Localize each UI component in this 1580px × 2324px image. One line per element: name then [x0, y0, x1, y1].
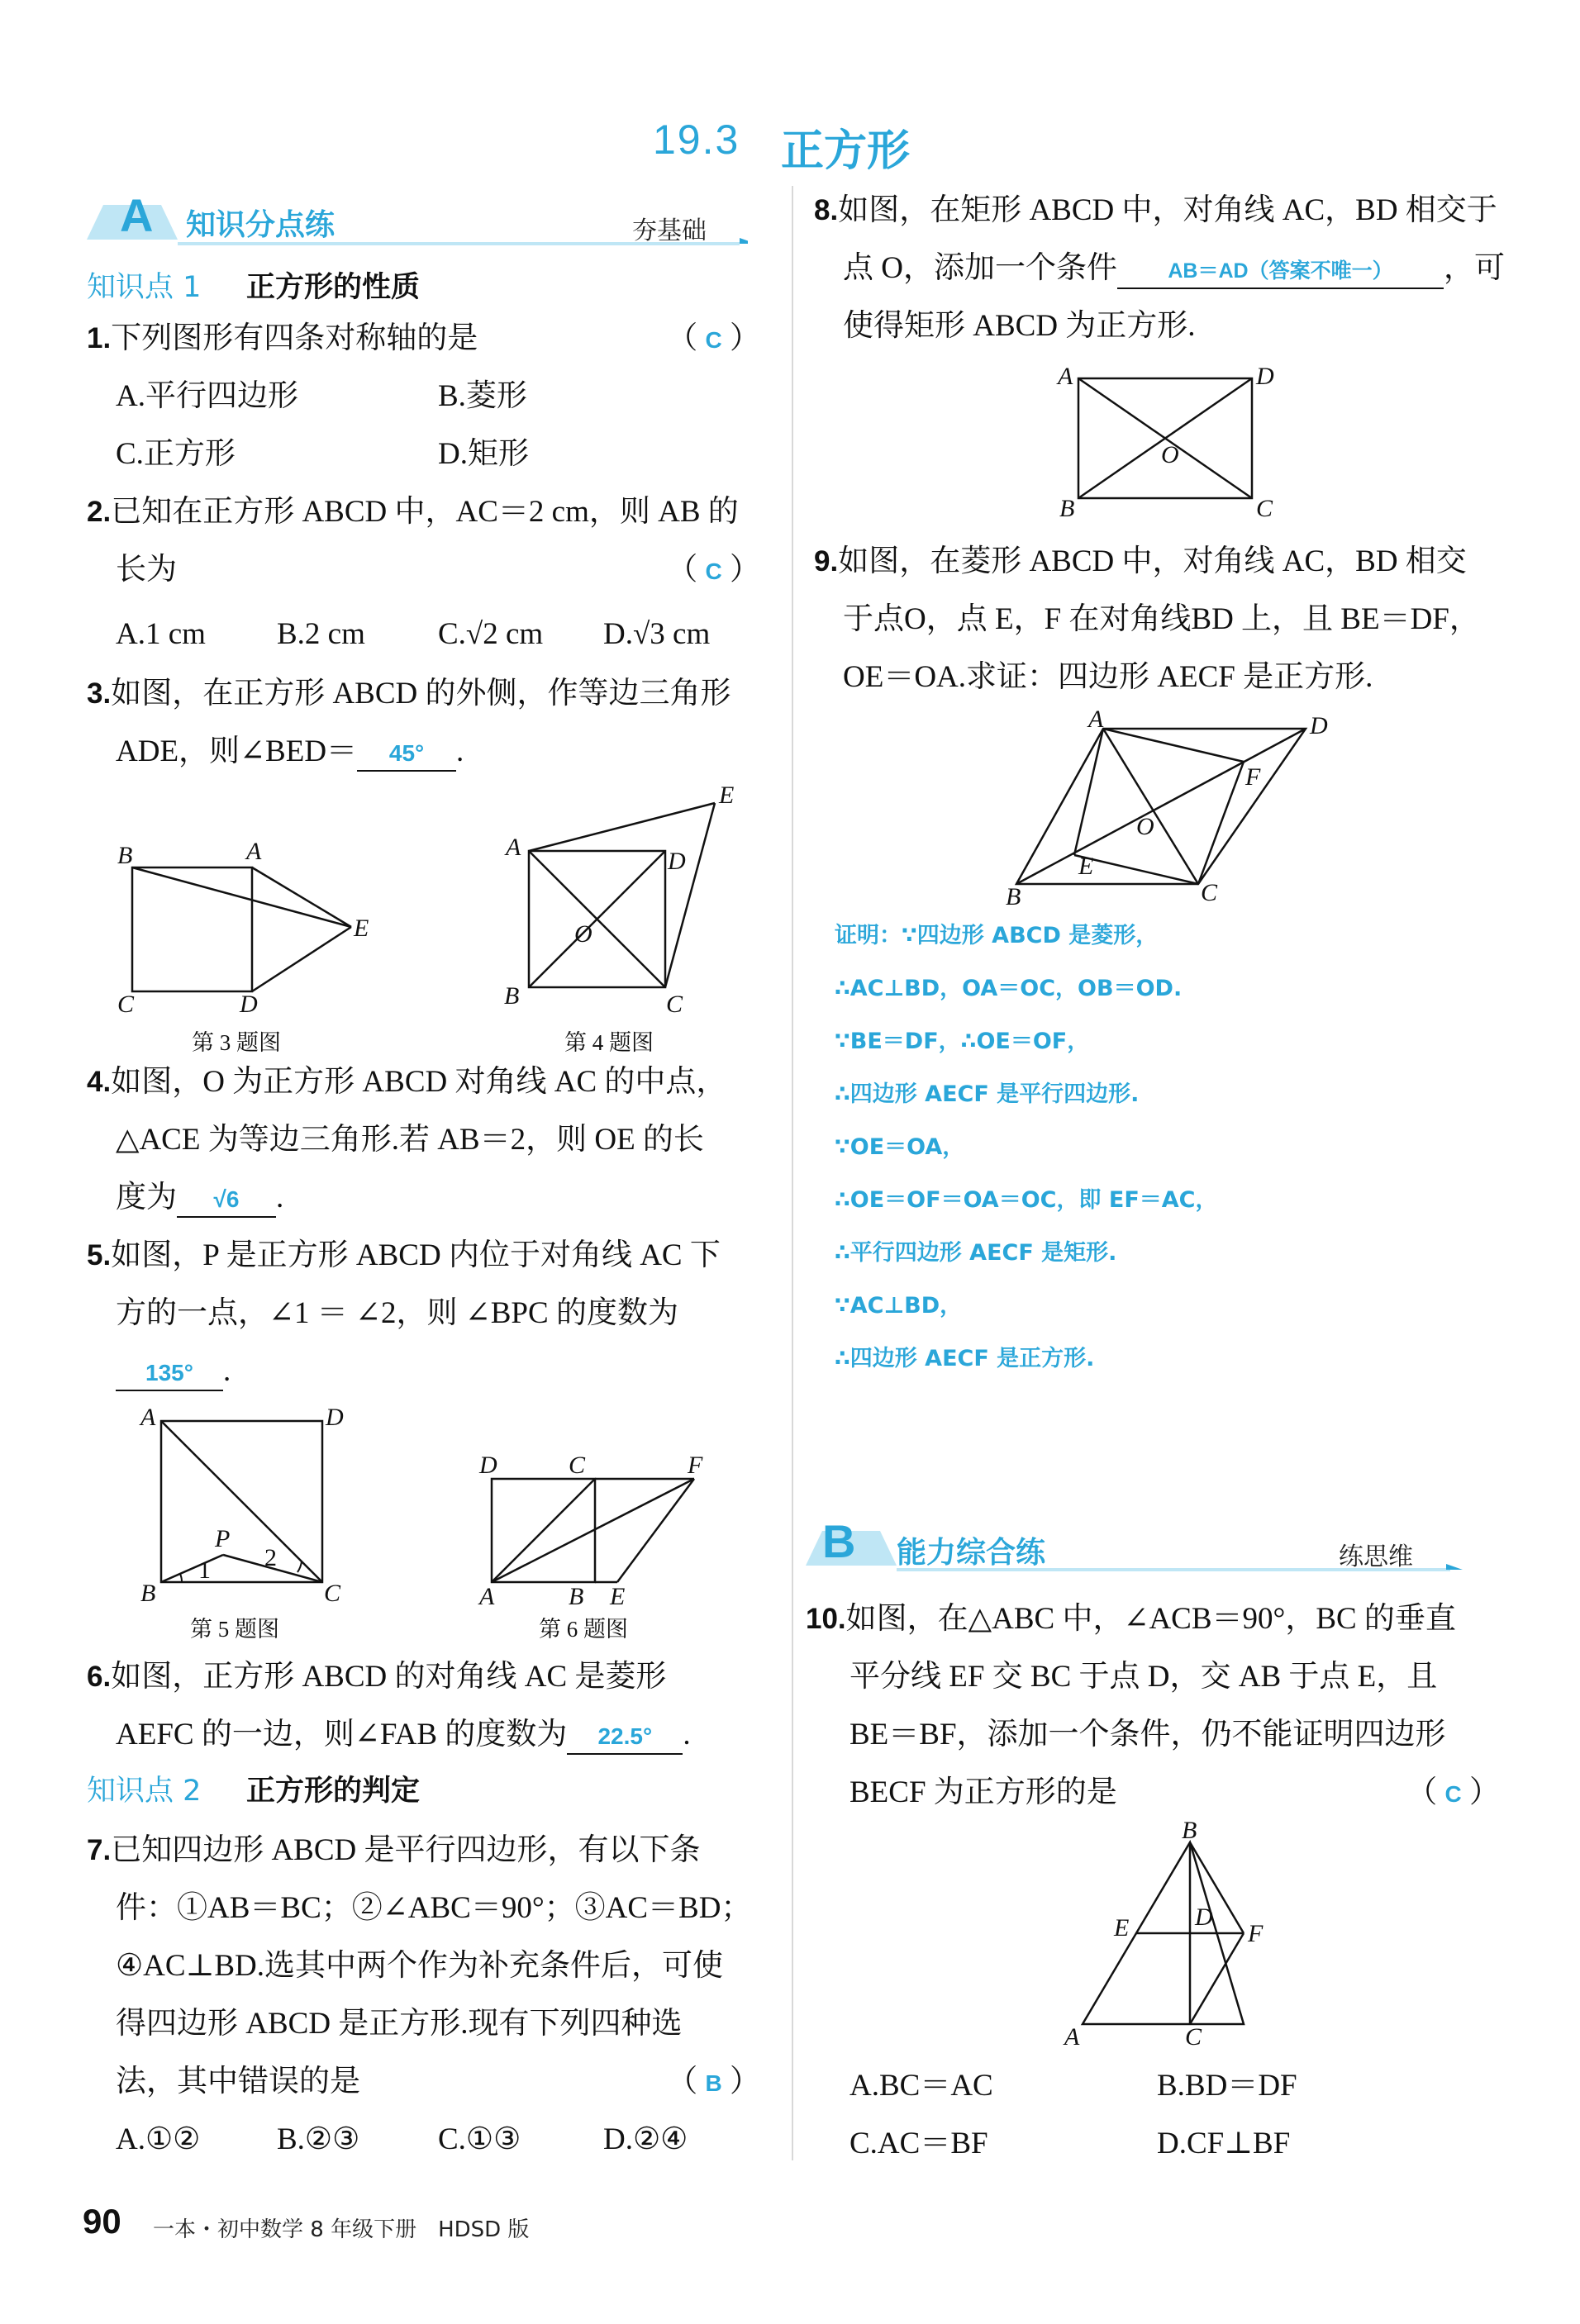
punct: . [223, 1354, 231, 1388]
svg-text:B: B [504, 982, 520, 1010]
q1-option-c: C.正方形 [116, 437, 236, 471]
figure-3-caption: 第 3 题图 [192, 1030, 281, 1055]
section-b-label: 能力综合练 [897, 1536, 1046, 1570]
svg-text:F: F [1248, 1920, 1264, 1947]
figure-6-diagram [471, 1446, 727, 1611]
question-7-line3: ④AC⊥BD.选其中两个作为补充条件后，可使 [116, 1949, 724, 1983]
question-text: 如图，正方形 ABCD 的对角线 AC 是菱形 [111, 1660, 667, 1694]
question-7 [87, 1822, 760, 1880]
question-number: 6. [87, 1661, 112, 1693]
page-number: 90 [83, 2202, 121, 2241]
question-9 [814, 533, 1500, 591]
section-b-letter: B [822, 1515, 856, 1567]
svg-text:A: A [140, 1404, 156, 1431]
svg-text:B: B [1006, 883, 1021, 909]
q2-option-c: C.√2 cm [438, 617, 544, 651]
question-5 [87, 1227, 760, 1285]
question-2 [87, 483, 760, 541]
question-3-line2 [116, 723, 464, 781]
question-text: 已知四边形 ABCD 是平行四边形，有以下条 [111, 1833, 701, 1867]
question-5-line2: 方的一点，∠1 ＝ ∠2，则 ∠BPC 的度数为 [116, 1296, 678, 1330]
fill-answer: 22.5° [597, 1723, 653, 1749]
question-text: 如图，在矩形 ABCD 中，对角线 AC，BD 相交于 [838, 193, 1497, 227]
proof-line: ∵AC⊥BD， [835, 1293, 963, 1319]
svg-text:D: D [326, 1404, 344, 1431]
svg-text:A: A [1064, 2023, 1080, 2051]
svg-text:1: 1 [198, 1556, 211, 1584]
q7-option-d: D.②④ [603, 2122, 688, 2156]
figure-4-caption: 第 4 题图 [564, 1030, 654, 1055]
punct: ，可 [1443, 251, 1505, 285]
question-number: 1. [87, 322, 112, 354]
question-8 [814, 182, 1500, 240]
question-text: ADE，则∠BED＝ [116, 734, 358, 768]
svg-text:E: E [610, 1583, 626, 1610]
svg-text:O: O [1136, 813, 1154, 840]
section-a-header [87, 189, 748, 248]
footer-text: 一本・初中数学 8 年级下册 HDSD 版 [153, 2217, 530, 2242]
question-text: 点 O，添加一个条件 [843, 251, 1117, 285]
punct: . [456, 734, 464, 768]
knowledge-point-2-title: 正方形的判定 [246, 1775, 421, 1808]
question-10 [806, 1590, 1500, 1648]
question-4-line3 [116, 1169, 283, 1227]
figure-8-diagram [1049, 355, 1289, 520]
section-b-header [806, 1515, 1467, 1574]
question-text: 度为 [116, 1181, 177, 1214]
question-6 [87, 1648, 760, 1706]
q10-option-a: A.BC＝AC [849, 2069, 993, 2103]
svg-text:A: A [1088, 711, 1104, 733]
knowledge-point-1-number: 知识点 1 [87, 271, 202, 304]
svg-text:D: D [668, 848, 686, 875]
proof-line: ∴四边形 AECF 是平行四边形. [835, 1081, 1140, 1107]
figure-3-diagram [107, 834, 405, 1016]
knowledge-point-1-title: 正方形的性质 [246, 271, 421, 304]
question-7-line4: 得四边形 ABCD 是正方形.现有下列四种选 [116, 2007, 683, 2041]
q1-option-d: D.矩形 [438, 437, 529, 471]
section-a-tag: 夯基础 [632, 216, 707, 245]
fill-answer: √6 [213, 1186, 240, 1212]
svg-text:D: D [479, 1452, 497, 1479]
question-7-line5: 法，其中错误的是 （ B ） [116, 2065, 760, 2098]
svg-text:C: C [1185, 2023, 1202, 2051]
answer-choice: C [705, 558, 722, 584]
svg-text:D: D [1195, 1903, 1213, 1931]
proof-line: ∵OE＝OA， [835, 1134, 965, 1160]
knowledge-point-2-number: 知识点 2 [87, 1775, 202, 1808]
question-text: 已知在正方形 ABCD 中，AC＝2 cm，则 AB 的 [111, 495, 739, 529]
answer-choice: C [705, 327, 722, 353]
question-8-line2 [843, 240, 1505, 297]
svg-text:A: A [1058, 363, 1073, 390]
q2-option-d: D.√3 cm [603, 617, 711, 651]
punct: . [683, 1718, 691, 1751]
svg-text:F: F [1245, 763, 1261, 791]
question-number: 5. [87, 1239, 112, 1271]
q2-option-a: A.1 cm [116, 617, 206, 651]
question-10-line4: BECF 为正方形的是 （ C ） [849, 1775, 1500, 1809]
section-title: 正方形 [781, 126, 911, 176]
question-2-line2: 长为 （ C ） [116, 553, 760, 587]
column-divider [792, 186, 793, 2160]
svg-text:D: D [1310, 712, 1328, 739]
q10-option-d: D.CF⊥BF [1157, 2127, 1291, 2160]
question-3 [87, 665, 760, 723]
question-text: BECF 为正方形的是 [849, 1775, 1117, 1809]
svg-text:C: C [569, 1452, 586, 1479]
question-8-line3: 使得矩形 ABCD 为正方形. [843, 309, 1196, 343]
svg-text:B: B [1182, 1822, 1197, 1844]
figure-6-caption: 第 6 题图 [539, 1617, 628, 1642]
question-text: 如图，在正方形 ABCD 的外侧，作等边三角形 [111, 677, 731, 711]
proof-line: 证明：∵四边形 ABCD 是菱形， [835, 923, 1159, 948]
svg-text:P: P [215, 1525, 231, 1552]
svg-text:B: B [569, 1583, 584, 1610]
question-text: 法，其中错误的是 [116, 2065, 360, 2098]
q10-option-b: B.BD＝DF [1157, 2069, 1297, 2103]
question-10-line3: BE＝BF，添加一个条件，仍不能证明四边形 [849, 1718, 1446, 1751]
svg-text:B: B [1059, 495, 1075, 520]
section-number: 19.3 [653, 116, 740, 163]
svg-text:C: C [666, 991, 683, 1018]
question-text: 长为 [116, 553, 177, 587]
fill-answer: AB＝AD（答案不唯一） [1168, 259, 1393, 283]
proof-line: ∴四边形 AECF 是正方形. [835, 1346, 1095, 1371]
question-10-line2: 平分线 EF 交 BC 于点 D，交 AB 于点 E，且 [849, 1660, 1438, 1694]
figure-10-diagram [1058, 1822, 1273, 2053]
proof-line: ∴平行四边形 AECF 是矩形. [835, 1240, 1117, 1266]
question-text: AEFC 的一边，则∠FAB 的度数为 [116, 1718, 568, 1751]
svg-text:O: O [1161, 441, 1179, 468]
section-a-label: 知识分点练 [186, 208, 336, 242]
answer-choice: C [1444, 1781, 1462, 1807]
question-number: 4. [87, 1066, 112, 1098]
q1-option-a: A.平行四边形 [116, 379, 298, 413]
section-b-tag: 练思维 [1339, 1542, 1413, 1571]
question-number: 10. [806, 1603, 846, 1635]
question-5-line3 [116, 1343, 231, 1400]
q7-option-c: C.①③ [438, 2122, 521, 2156]
proof-line: ∴OE＝OF＝OA＝OC，即 EF＝AC， [835, 1187, 1218, 1213]
question-number: 3. [87, 677, 112, 710]
svg-text:E: E [354, 915, 369, 942]
svg-text:D: D [240, 991, 258, 1016]
question-9-line3: OE＝OA.求证：四边形 AECF 是正方形. [843, 660, 1373, 694]
figure-4-diagram [496, 785, 760, 1024]
svg-text:B: B [117, 842, 133, 869]
question-text: 下列图形有四条对称轴的是 [111, 321, 478, 355]
punct: . [276, 1181, 284, 1214]
q10-option-c: C.AC＝BF [849, 2127, 988, 2160]
question-9-line2: 于点O，点 E，F 在对角线BD 上，且 BE＝DF， [843, 602, 1480, 636]
question-7-line2: 件：①AB＝BC；②∠ABC＝90°；③AC＝BD； [116, 1891, 752, 1925]
svg-text:F: F [688, 1452, 703, 1479]
proof-line: ∴AC⊥BD，OA＝OC，OB＝OD. [835, 976, 1183, 1001]
question-text: 如图，P 是正方形 ABCD 内位于对角线 AC 下 [111, 1238, 721, 1272]
svg-text:2: 2 [264, 1544, 277, 1571]
svg-text:C: C [1201, 879, 1218, 906]
svg-text:A: A [506, 834, 521, 861]
svg-text:A: A [246, 838, 262, 865]
svg-text:E: E [1078, 853, 1094, 880]
figure-5-caption: 第 5 题图 [190, 1617, 279, 1642]
svg-text:C: C [324, 1580, 341, 1607]
question-number: 8. [814, 194, 839, 226]
fill-answer: 45° [388, 740, 425, 766]
svg-text:C: C [117, 991, 135, 1016]
q7-option-b: B.②③ [277, 2122, 360, 2156]
proof-line: ∵BE＝DF，∴OE＝OF， [835, 1029, 1090, 1054]
question-text: 如图，O 为正方形 ABCD 对角线 AC 的中点， [111, 1065, 727, 1099]
question-1: 1.下列图形有四条对称轴的是 （ C ） [87, 321, 760, 355]
svg-text:D: D [1256, 363, 1274, 390]
question-6-line2 [116, 1706, 691, 1764]
question-number: 9. [814, 545, 839, 577]
svg-text:E: E [719, 785, 735, 809]
q7-option-a: A.①② [116, 2122, 201, 2156]
question-text: 如图，在△ABC 中，∠ACB＝90°，BC 的垂直 [845, 1602, 1456, 1636]
figure-9-diagram [996, 711, 1343, 909]
svg-text:C: C [1256, 495, 1273, 520]
section-a-letter: A [120, 189, 154, 241]
fill-answer: 135° [145, 1360, 193, 1385]
question-4 [87, 1053, 760, 1111]
answer-choice: B [705, 2070, 722, 2096]
q1-option-b: B.菱形 [438, 379, 527, 413]
question-number: 7. [87, 1834, 112, 1866]
svg-text:E: E [1114, 1914, 1130, 1941]
svg-text:B: B [140, 1580, 156, 1607]
question-text: 如图，在菱形 ABCD 中，对角线 AC，BD 相交 [838, 544, 1467, 578]
svg-text:A: A [479, 1583, 495, 1610]
figure-5-diagram [132, 1404, 347, 1611]
question-4-line2: △ACE 为等边三角形.若 AB＝2，则 OE 的长 [116, 1123, 704, 1157]
q2-option-b: B.2 cm [277, 617, 365, 651]
svg-text:O: O [574, 920, 592, 948]
question-number: 2. [87, 496, 112, 528]
